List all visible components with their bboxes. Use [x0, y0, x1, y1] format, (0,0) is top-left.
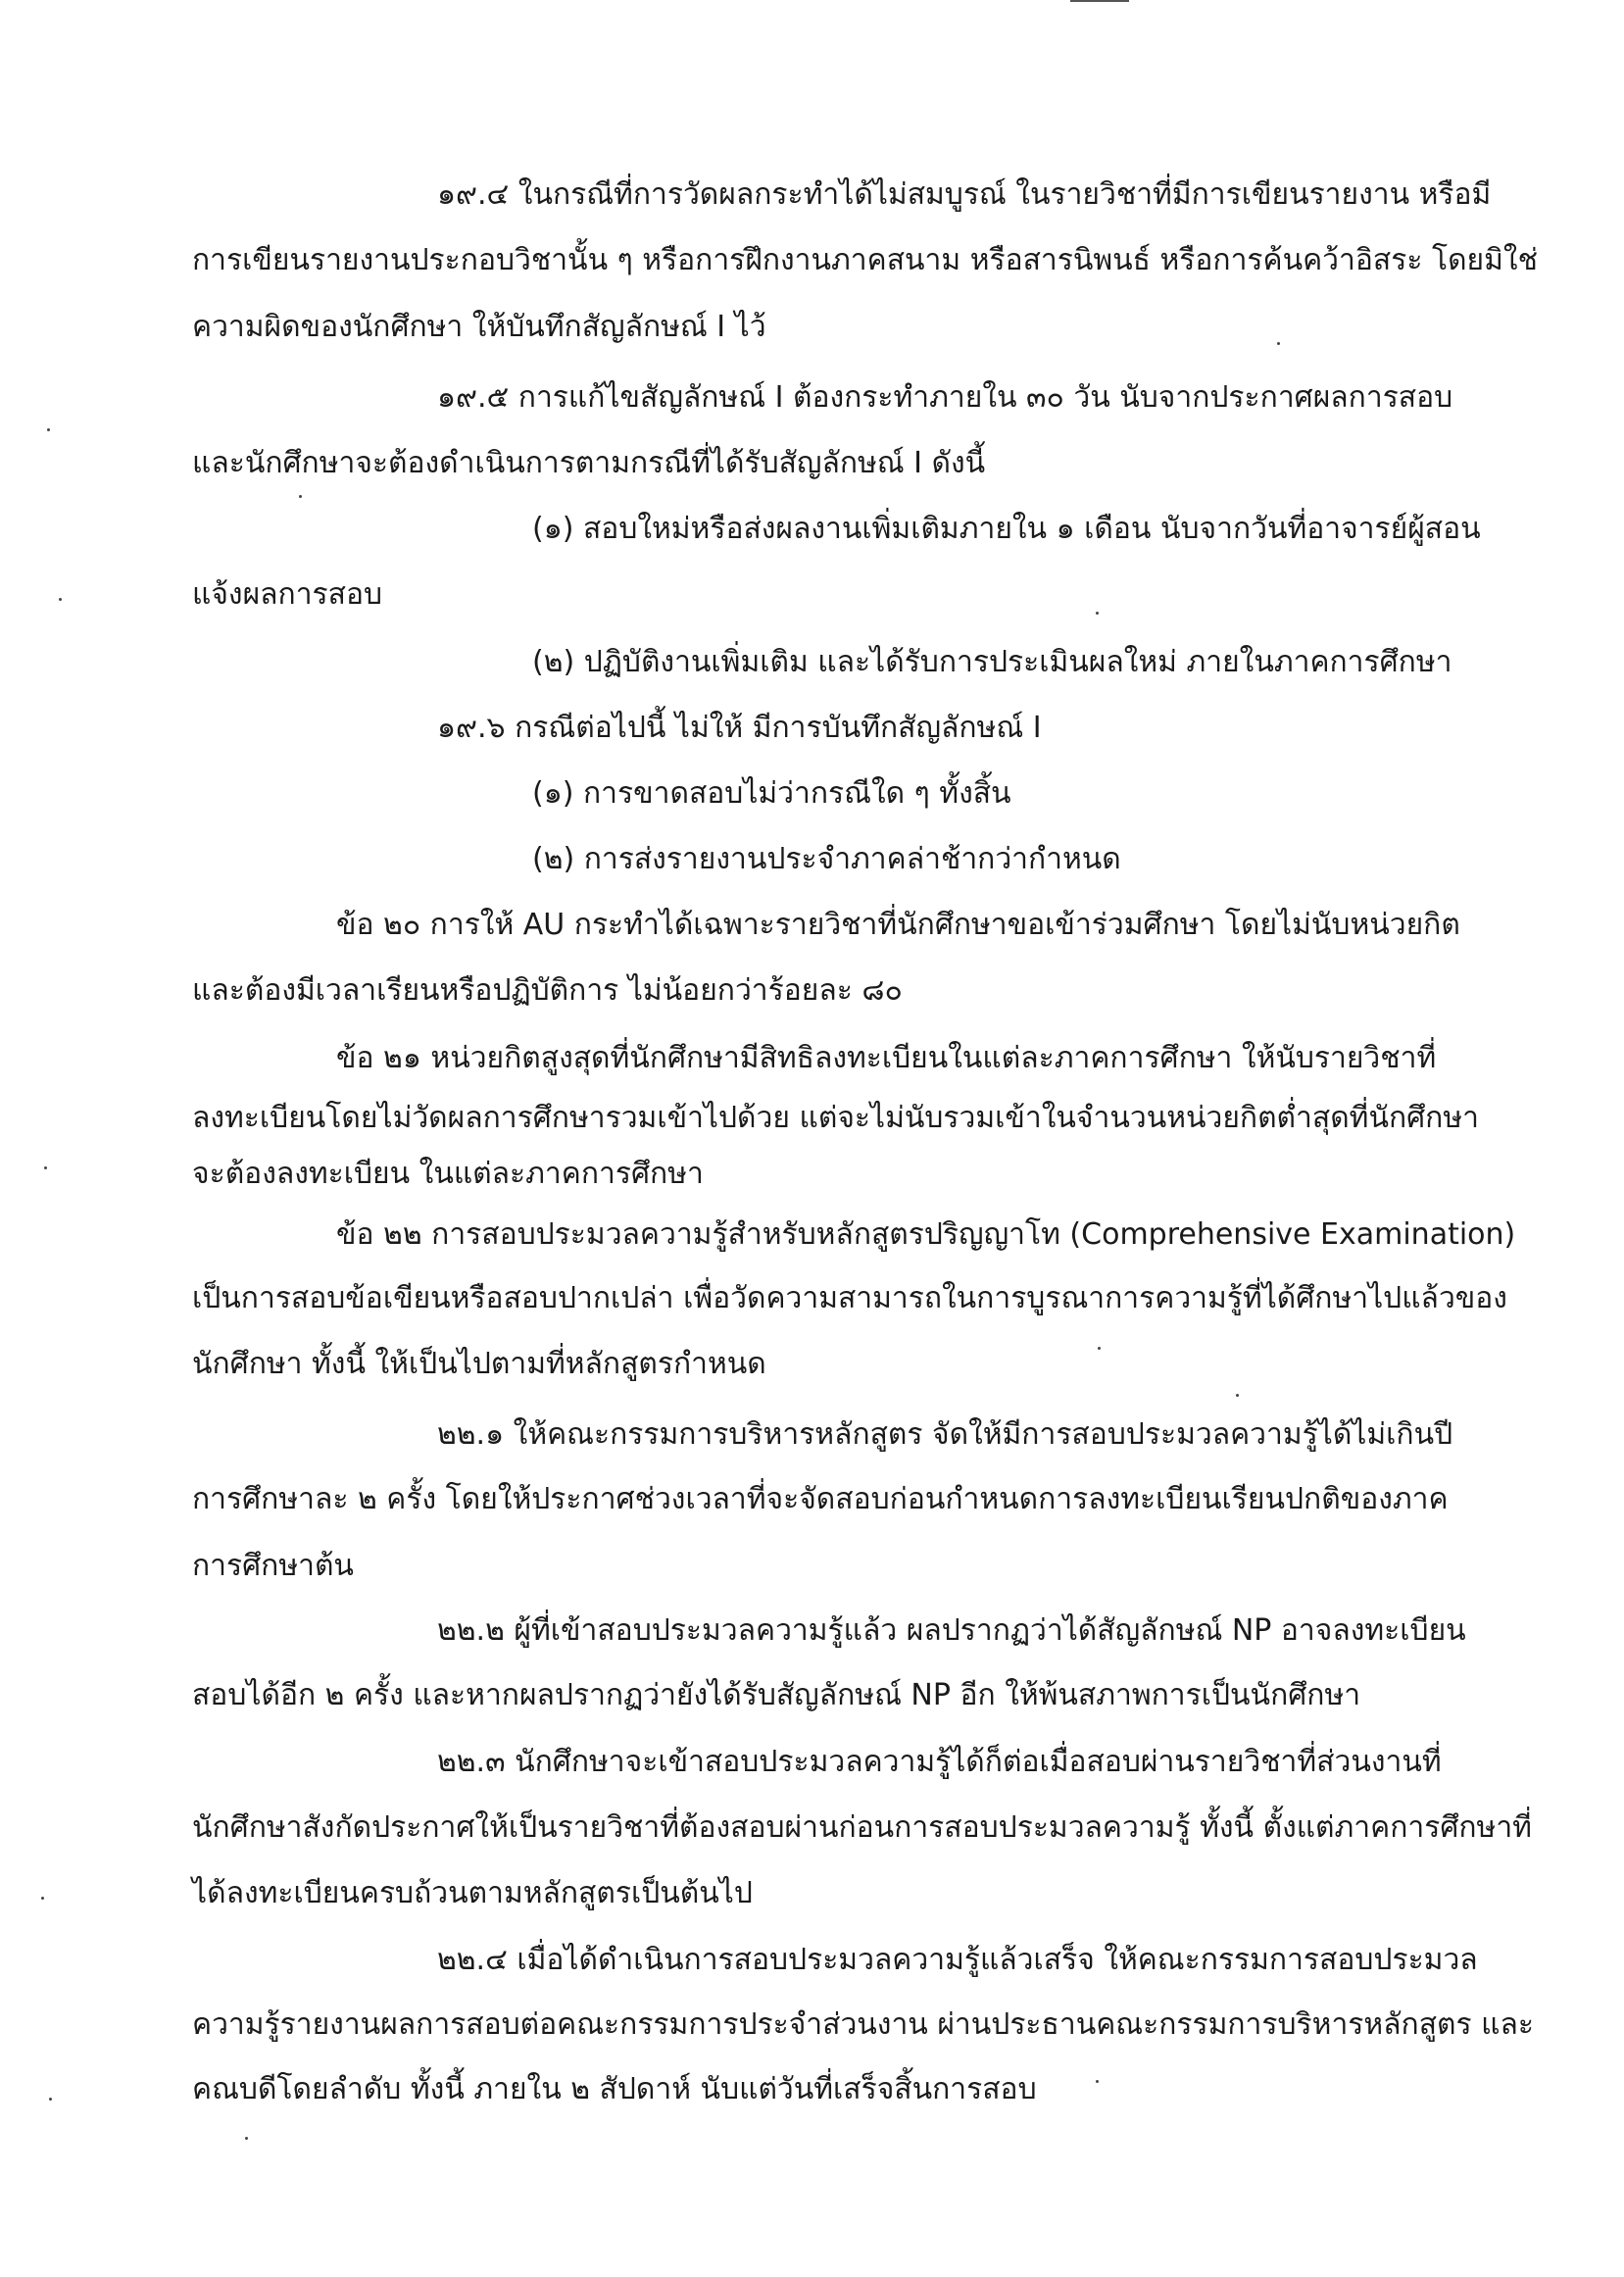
scan-speck [47, 428, 50, 431]
clause-22-2-line2: สอบได้อีก ๒ ครั้ง และหากผลปรากฏว่ายังได้รับสัญลักษณ์ NP อีก ให้พ้นสภาพการเป็นนักศึกษา [192, 1678, 1361, 1712]
article-21-line2: ลงทะเบียนโดยไม่วัดผลการศึกษารวมเข้าไปด้วย แต่จะไม่นับรวมเข้าในจำนวนหน่วยกิตต่ำสุดที่นักศึกษา [192, 1101, 1479, 1135]
scan-speck [1277, 342, 1280, 345]
clause-19-4-line1: ๑๙.๔ ในกรณีที่การวัดผลกระทำได้ไม่สมบูรณ์ ในรายวิชาที่มีการเขียนรายงาน หรือมี [437, 177, 1492, 212]
article-20-line1: ข้อ ๒๐ การให้ AU กระทำได้เฉพาะรายวิชาที่นักศึกษาขอเข้าร่วมศึกษา โดยไม่นับหน่วยกิต [336, 908, 1460, 942]
clause-22-4-line1: ๒๒.๔ เมื่อได้ดำเนินการสอบประมวลความรู้แล้วเสร็จ ให้คณะกรรมการสอบประมวล [437, 1943, 1478, 1977]
article-22-line2: เป็นการสอบข้อเขียนหรือสอบปากเปล่า เพื่อวัดความสามารถในการบูรณาการความรู้ที่ได้ศึกษาไปแล้วของ [192, 1281, 1507, 1315]
article-21-line1: ข้อ ๒๑ หน่วยกิตสูงสุดที่นักศึกษามีสิทธิลงทะเบียนในแต่ละภาคการศึกษา ให้นับรายวิชาที่ [336, 1041, 1437, 1075]
scan-speck [44, 1166, 47, 1169]
article-21-line3: จะต้องลงทะเบียน ในแต่ละภาคการศึกษา [192, 1157, 704, 1191]
clause-19-6-line1: ๑๙.๖ กรณีต่อไปนี้ ไม่ให้ มีการบันทึกสัญลักษณ์ I [437, 711, 1042, 745]
clause-22-1-line1: ๒๒.๑ ให้คณะกรรมการบริหารหลักสูตร จัดให้มีการสอบประมวลความรู้ได้ไม่เกินปี [437, 1417, 1453, 1452]
scan-speck [245, 2137, 248, 2140]
scan-edge-mark [1070, 0, 1129, 2]
article-22-line3: นักศึกษา ทั้งนี้ ให้เป็นไปตามที่หลักสูตรกำหนด [192, 1347, 766, 1381]
clause-19-5-item1-line1: (๑) สอบใหม่หรือส่งผลงานเพิ่มเติมภายใน ๑ เดือน นับจากวันที่อาจารย์ผู้สอน [532, 512, 1481, 546]
scan-speck [1096, 2080, 1099, 2083]
clause-22-1-line3: การศึกษาต้น [192, 1549, 354, 1583]
clause-22-3-line1: ๒๒.๓ นักศึกษาจะเข้าสอบประมวลความรู้ได้ก็ต่อเมื่อสอบผ่านรายวิชาที่ส่วนงานที่ [437, 1745, 1442, 1779]
clause-22-3-line3: ได้ลงทะเบียนครบถ้วนตามหลักสูตรเป็นต้นไป [192, 1876, 753, 1910]
scan-speck [299, 495, 302, 498]
scan-speck [59, 598, 62, 601]
scan-speck [41, 1897, 44, 1900]
clause-22-3-line2: นักศึกษาสังกัดประกาศให้เป็นรายวิชาที่ต้องสอบผ่านก่อนการสอบประมวลความรู้ ทั้งนี้ ตั้งแต่ภาคการศึกษาที่ [192, 1810, 1532, 1845]
clause-19-5-line2: และนักศึกษาจะต้องดำเนินการตามกรณีที่ได้รับสัญลักษณ์ I ดังนี้ [192, 446, 986, 480]
article-22-line1: ข้อ ๒๒ การสอบประมวลความรู้สำหรับหลักสูตรปริญญาโท (Comprehensive Examination) [336, 1217, 1516, 1252]
clause-19-5-line1: ๑๙.๕ การแก้ไขสัญลักษณ์ I ต้องกระทำภายใน ๓๐ วัน นับจากประกาศผลการสอบ [437, 380, 1453, 415]
clause-19-5-item2: (๒) ปฏิบัติงานเพิ่มเติม และได้รับการประเมินผลใหม่ ภายในภาคการศึกษา [532, 645, 1452, 679]
scan-speck [1236, 1394, 1239, 1397]
clause-19-6-item2: (๒) การส่งรายงานประจำภาคล่าช้ากว่ากำหนด [532, 842, 1121, 876]
clause-19-6-item1: (๑) การขาดสอบไม่ว่ากรณีใด ๆ ทั้งสิ้น [532, 776, 1011, 811]
clause-22-2-line1: ๒๒.๒ ผู้ที่เข้าสอบประมวลความรู้แล้ว ผลปรากฏว่าได้สัญลักษณ์ NP อาจลงทะเบียน [437, 1613, 1466, 1648]
scan-speck [49, 2098, 52, 2101]
clause-19-4-line2: การเขียนรายงานประกอบวิชานั้น ๆ หรือการฝึกงานภาคสนาม หรือสารนิพนธ์ หรือการค้นคว้าอิสระ โดยมิใช่ [192, 243, 1538, 277]
clause-22-4-line3: คณบดีโดยลำดับ ทั้งนี้ ภายใน ๒ สัปดาห์ นับแต่วันที่เสร็จสิ้นการสอบ [192, 2072, 1037, 2106]
clause-19-5-item1-line2: แจ้งผลการสอบ [192, 577, 383, 612]
article-20-line2: และต้องมีเวลาเรียนหรือปฏิบัติการ ไม่น้อยกว่าร้อยละ ๘๐ [192, 973, 903, 1008]
clause-22-4-line2: ความรู้รายงานผลการสอบต่อคณะกรรมการประจำส่วนงาน ผ่านประธานคณะกรรมการบริหารหลักสูตร และ [192, 2007, 1534, 2042]
scan-speck [1098, 1347, 1101, 1350]
clause-19-4-line3: ความผิดของนักศึกษา ให้บันทึกสัญลักษณ์ I ไว้ [192, 310, 766, 344]
scan-speck [1096, 612, 1099, 615]
clause-22-1-line2: การศึกษาละ ๒ ครั้ง โดยให้ประกาศช่วงเวลาที่จะจัดสอบก่อนกำหนดการลงทะเบียนเรียนปกติของภาค [192, 1482, 1449, 1516]
